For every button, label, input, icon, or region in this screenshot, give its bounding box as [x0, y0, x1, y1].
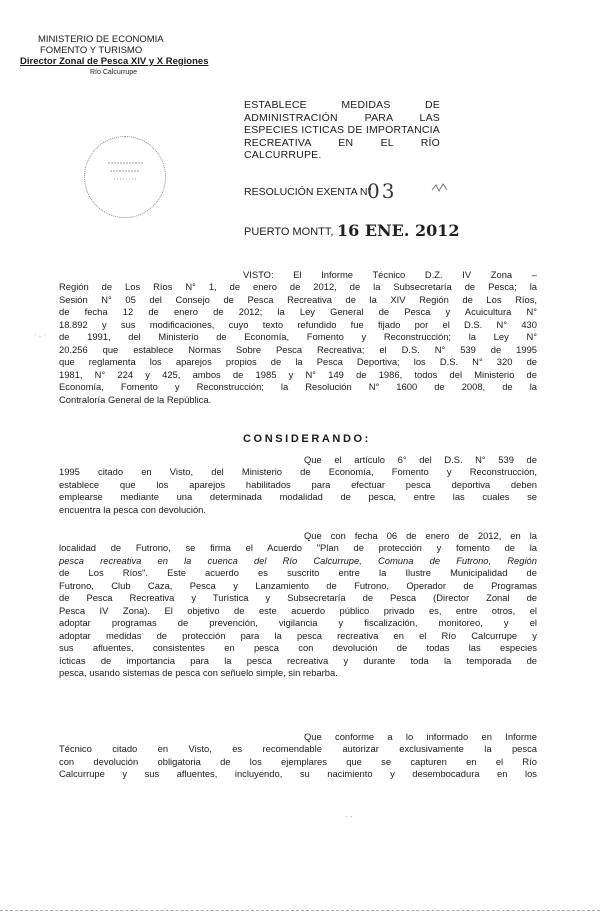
title-line: ESPECIES ICTICAS DE IMPORTANCIA — [244, 124, 440, 136]
consid3-line: con devolución obligatoria de los ejemplares que se capturen en el Río — [59, 755, 537, 767]
visto-line: VISTO: El Informe Técnico D.Z. IV Zona – — [243, 269, 537, 280]
resolution-date-stamp: 16 ENE. 2012 — [337, 221, 460, 240]
consid1-line: establece que los aparejos habilitados para efectuar pesca deportiva deben — [59, 478, 537, 490]
considerando-paragraph-1 — [59, 454, 537, 516]
resolution-place: PUERTO MONTT, — [244, 226, 334, 238]
visto-line: Economía, Fomento y Reconstrucción; la Resolución N° 1600 de 2008, de la — [59, 381, 537, 393]
consid2-line: Futrono, Club Caza, Pesca y Lanzamiento de Futrono, Operador de Programas — [59, 579, 537, 591]
ministry-header — [20, 34, 209, 78]
page-bottom-rule — [0, 910, 600, 911]
consid1-line: encuentra la pesca con devolución. — [59, 503, 206, 515]
visto-line: Sesión N° 05 del Consejo de Pesca Recreativa de la XIV Región de Los Ríos, — [59, 293, 537, 305]
visto-paragraph — [59, 269, 537, 406]
visto-line: 1981, N° 224 y 425, ambos de 1985 y N° 149 de 1986, todos del Ministerio de — [59, 368, 537, 380]
visto-line: 20.256 que establece Normas Sobre Pesca Recreativa; el D.S. N° 539 de 1995 — [59, 343, 537, 355]
visto-line: de 1991, del Ministerio de Economía, Fomento y Reconstrucción; la Ley N° — [59, 331, 537, 343]
consid1-line: 1995 citado en Visto, del Ministerio de Economía, Fomento y Reconstrucción, — [59, 466, 537, 478]
consid2-line: de Pesca Recreativa y Turística y Subsecretaría de Pesca (Director Zonal de — [59, 592, 537, 604]
header-location: Río Calcurrupe — [90, 69, 138, 76]
consid2-line: Que con fecha 06 de enero de 2012, en la — [304, 530, 537, 541]
header-director: Director Zonal de Pesca XIV y X Regiones — [20, 56, 209, 67]
margin-mark — [430, 182, 450, 196]
consid2-line: de Los Ríos". Este acuerdo es suscrito entre la Ilustre Municipalidad de — [59, 567, 537, 579]
consid2-line: pesca recreativa en la cuenca del Río Calcurrupe, Comuna de Futrono, Región — [59, 554, 537, 566]
consid2-line: Pesca IV Zona). El objetivo de este acuerdo público privado es, entre otros, el — [59, 604, 537, 616]
header-ministry: MINISTERIO DE ECONOMIA — [38, 34, 164, 45]
considerando-paragraph-2 — [59, 530, 537, 679]
resolution-number: 03 — [367, 179, 397, 203]
header-ministry-sub: FOMENTO Y TURISMO — [40, 45, 143, 56]
consid2-line: localidad de Futrono, se firma el Acuerdo "Plan de protección y fomento de la — [59, 542, 537, 554]
scribble-icon — [430, 182, 450, 194]
considerando-paragraph-3 — [59, 731, 537, 781]
consid3-line: Técnico citado en Visto, es recomendable autorizar exclusivamente la pesca — [59, 743, 537, 755]
consid2-line: adoptar medidas de protección para la pesca recreativa en el Río Calcurrupe y — [59, 629, 537, 641]
consid1-line: emplearse mediante una determinada modalidad de pesca, entre las cuales se — [59, 491, 537, 503]
visto-line: 18.892 y sus modificaciones, cuyo texto refundido fue fijado por el D.S. N° 430 — [59, 318, 537, 330]
visto-line: Contraloría General de la República. — [59, 393, 212, 405]
resolution-title — [244, 99, 440, 162]
consid3-line: Calcurrupe y sus afluentes, incluyendo, su nacimiento y desembocadura en los — [59, 768, 537, 780]
consid3-line: Que conforme a lo informado en Informe — [304, 731, 537, 742]
margin-dots: · . · — [34, 330, 46, 339]
title-line: ADMINISTRACIÓN PARA LAS — [244, 111, 440, 124]
consid2-line: ícticas de importancia para la pesca recreativa y durante toda la temporada de — [59, 654, 537, 666]
consid2-line: pesca, usando sistemas de pesca con señuelo simple, sin rebarba. — [59, 666, 338, 678]
title-line: CALCURRUPE. — [244, 149, 322, 161]
faint-mark: · · — [345, 812, 353, 821]
considerando-heading: CONSIDERANDO: — [243, 433, 371, 445]
resolution-label: RESOLUCIÓN EXENTA N° — [244, 186, 372, 198]
visto-line: que reglamenta los aparejos propios de la Pesca Deportiva; los D.S. N° 320 de — [59, 356, 537, 368]
consid1-line: Que el artículo 6° del D.S. N° 539 de — [304, 454, 537, 465]
visto-line: Región de Los Ríos N° 1, de enero de 2012, de la Subsecretaría de Pesca; la — [59, 281, 537, 293]
consid2-line: adoptar programas de prevención, vigilancia y fiscalización, monitoreo, y el — [59, 617, 537, 629]
seal-mark-icon — [100, 155, 152, 185]
consid2-line: sus afluentes, consistentes en pesca con devolución de todas las especies — [59, 642, 537, 654]
title-line: RECREATIVA EN EL RÍO — [244, 136, 440, 149]
official-seal-text — [100, 155, 152, 188]
visto-line: de fecha 12 de enero de 2012; la Ley General de Pesca y Acuicultura N° — [59, 306, 537, 318]
title-line: ESTABLECE MEDIDAS DE — [244, 99, 440, 111]
